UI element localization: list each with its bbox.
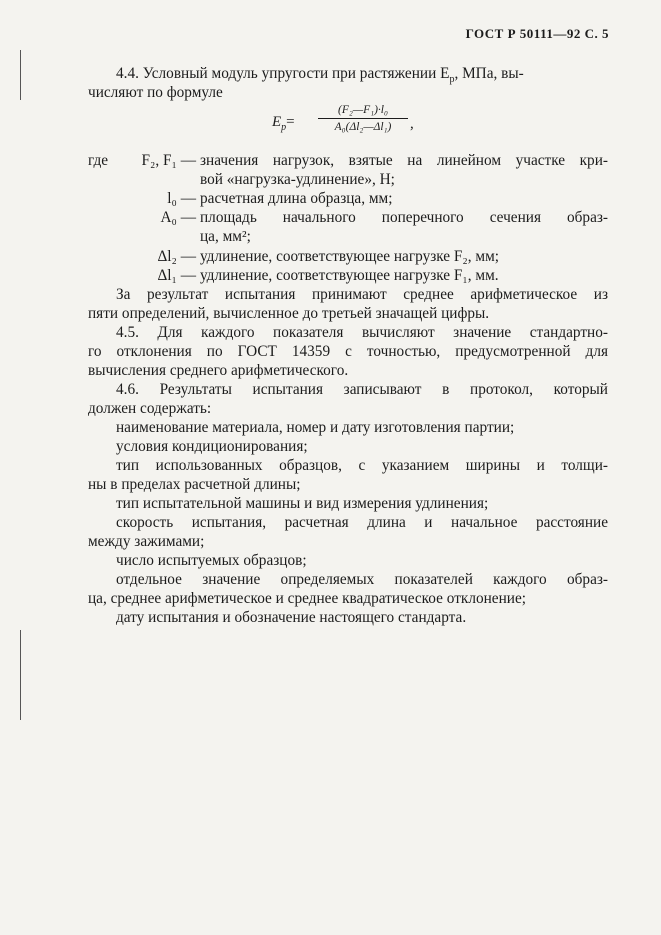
where-intro: где	[88, 152, 109, 169]
where-label-l0: l₀ —	[167, 190, 196, 207]
where-label-dl1: Δl₁ —	[157, 267, 196, 284]
result-line-1: За результат испытания принимают среднее арифметическое из	[116, 286, 608, 303]
section-4-4-line-2: числяют по формуле	[88, 84, 223, 101]
where-label-dl2: Δl₂ —	[157, 248, 196, 265]
protocol-item-1: наименование материала, номер и дату изготовления партии;	[116, 419, 515, 436]
section-4-5-line-1: 4.5. Для каждого показателя вычисляют значение стандартно-	[116, 324, 608, 341]
formula-denominator: A₀(Δl₂—Δl₁)	[334, 121, 392, 133]
formula-numerator: (F₂—F₁)·l₀	[318, 104, 408, 119]
where-text-f-1: значения нагрузок, взятые на линейном участке кри-	[200, 152, 608, 169]
where-text-dl2: удлинение, соответствующее нагрузке F₂, мм;	[200, 248, 500, 265]
section-4-4-line-1: 4.4. Условный модуль упругости при растяжении $E_р$, МПа, вы-	[116, 65, 524, 86]
protocol-item-7-line-2: ца, среднее арифметическое и среднее квадратическое отклонение;	[88, 590, 526, 607]
protocol-item-5-line-2: между зажимами;	[88, 533, 205, 550]
formula-comma: ,	[410, 116, 414, 132]
where-label-a0: A₀ —	[160, 209, 196, 226]
where-text-a0-1: площадь начального поперечного сечения образ-	[200, 209, 608, 226]
protocol-item-4: тип испытательной машины и вид измерения удлинения;	[116, 495, 489, 512]
section-4-5-line-2: го отклонения по ГОСТ 14359 с точностью, предусмотренной для	[88, 343, 608, 360]
section-4-6-line-1: 4.6. Результаты испытания записывают в протокол, который	[116, 381, 608, 398]
page-header: ГОСТ Р 50111—92 С. 5	[465, 26, 609, 41]
formula-fraction	[318, 104, 408, 133]
protocol-item-6: число испытуемых образцов;	[116, 552, 307, 569]
section-4-6-line-2: должен содержать:	[88, 400, 212, 417]
where-label-f: F₂, F₁ —	[141, 152, 196, 169]
protocol-item-3-line-2: ны в пределах расчетной длины;	[88, 476, 301, 493]
where-text-dl1: удлинение, соответствующее нагрузке F₁, мм.	[200, 267, 499, 284]
where-text-a0-2: ца, мм²;	[200, 228, 251, 245]
protocol-item-5-line-1: скорость испытания, расчетная длина и начальное расстояние	[116, 514, 608, 531]
protocol-item-7-line-1: отдельное значение определяемых показателей каждого образ-	[116, 571, 608, 588]
section-4-5-line-3: вычисления среднего арифметического.	[88, 362, 349, 379]
binding-marks	[20, 20, 22, 920]
formula-lhs: $E_р=$	[272, 114, 295, 133]
where-text-l0: расчетная длина образца, мм;	[200, 190, 393, 207]
result-line-2: пяти определений, вычисленное до третьей значащей цифры.	[88, 305, 490, 322]
protocol-item-3-line-1: тип использованных образцов, с указанием ширины и толщи-	[116, 457, 608, 474]
protocol-item-2: условия кондиционирования;	[116, 438, 308, 455]
where-text-f-2: вой «нагрузка-удлинение», Н;	[200, 171, 395, 188]
protocol-item-8: дату испытания и обозначение настоящего стандарта.	[116, 609, 467, 626]
